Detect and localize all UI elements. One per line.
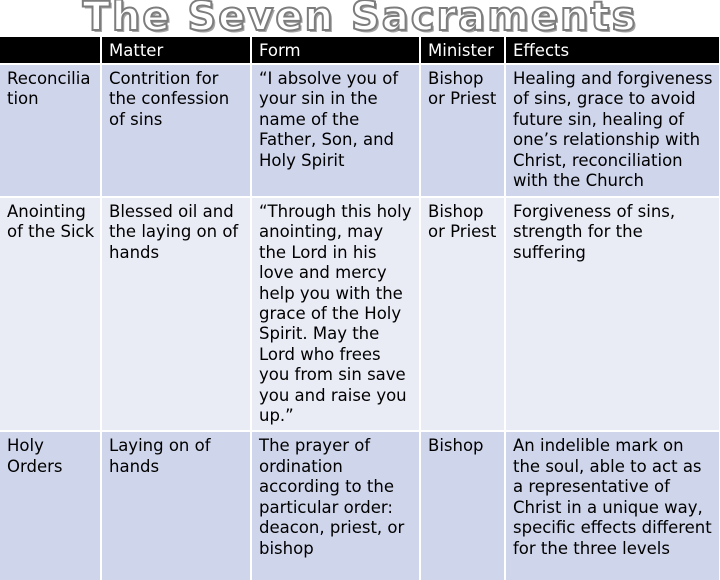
- effects-cell: Forgiveness of sins, strength for the suffering: [505, 197, 720, 431]
- header-form: Form: [251, 37, 420, 64]
- sacrament-name: Holy Orders: [0, 431, 101, 580]
- form-cell: “Through this holy anointing, may the Lord in his love and mercy help you with the grace of the Holy Spirit. May the Lord who frees you from sin save you and raise you up.”: [251, 197, 420, 431]
- form-cell: The prayer of ordination according to the particular order: deacon, priest, or bishop: [251, 431, 420, 580]
- header-row: [0, 37, 720, 64]
- sacraments-table: [0, 37, 720, 580]
- header-minister: Minister: [420, 37, 505, 64]
- table-row: [0, 64, 720, 197]
- page-title: [0, 0, 720, 40]
- matter-cell: Blessed oil and the laying on of hands: [101, 197, 251, 431]
- matter-cell: Contrition for the confession of sins: [101, 64, 251, 197]
- table-row: [0, 431, 720, 580]
- table-row: [0, 197, 720, 431]
- sacrament-name: Reconcilia tion: [0, 64, 101, 197]
- page-title-text: The Seven Sacraments: [82, 0, 638, 40]
- form-cell: “I absolve you of your sin in the name of the Father, Son, and Holy Spirit: [251, 64, 420, 197]
- minister-cell: Bishop or Priest: [420, 197, 505, 431]
- minister-cell: Bishop: [420, 431, 505, 580]
- header-effects: Effects: [505, 37, 720, 64]
- effects-cell: An indelible mark on the soul, able to act as a representative of Christ in a unique way, specific effects different for the three levels: [505, 431, 720, 580]
- header-matter: Matter: [101, 37, 251, 64]
- effects-cell: Healing and forgiveness of sins, grace to avoid future sin, healing of one’s relationship with Christ, reconciliation with the Church: [505, 64, 720, 197]
- header-empty: [0, 37, 101, 64]
- matter-cell: Laying on of hands: [101, 431, 251, 580]
- minister-cell: Bishop or Priest: [420, 64, 505, 197]
- sacrament-name: Anointing of the Sick: [0, 197, 101, 431]
